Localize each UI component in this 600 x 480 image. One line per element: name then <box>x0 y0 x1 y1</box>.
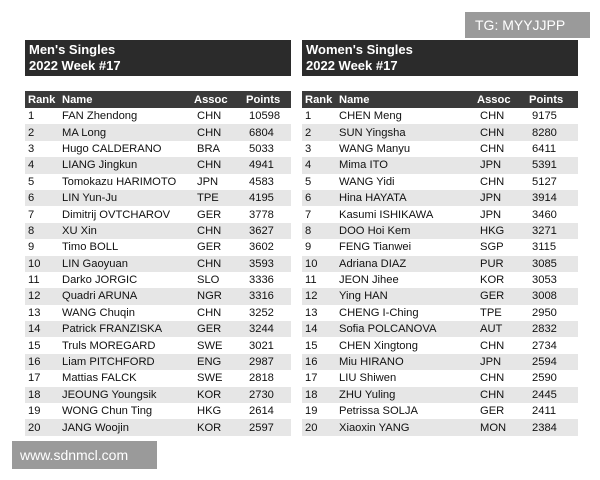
association-cell: GER <box>480 405 505 418</box>
table-row <box>302 272 578 288</box>
association-cell: CHN <box>197 159 222 172</box>
table-row <box>302 108 578 124</box>
association-cell: JPN <box>480 159 502 172</box>
rank-cell: 11 <box>28 274 40 287</box>
table-row <box>25 190 291 206</box>
association-cell: JPN <box>480 356 502 369</box>
association-cell: SLO <box>197 274 220 287</box>
table-row <box>25 272 291 288</box>
points-cell: 3271 <box>532 224 557 237</box>
table-row <box>25 321 291 337</box>
rank-cell: 13 <box>305 306 318 319</box>
table-row <box>302 174 578 190</box>
association-cell: GER <box>480 290 505 303</box>
association-cell: CHN <box>480 110 505 123</box>
player-name-cell: Quadri ARUNA <box>62 290 138 303</box>
rank-cell: 4 <box>28 159 35 172</box>
rank-cell: 18 <box>28 388 41 401</box>
player-name-cell: Petrissa SOLJA <box>339 405 418 418</box>
rank-cell: 18 <box>305 388 318 401</box>
points-cell: 2818 <box>249 372 274 385</box>
mens-title-line2: 2022 Week #17 <box>29 58 121 73</box>
association-cell: JPN <box>480 208 502 221</box>
points-cell: 2614 <box>249 405 274 418</box>
table-row <box>302 190 578 206</box>
points-cell: 10598 <box>249 110 281 123</box>
association-cell: JPN <box>480 192 502 205</box>
player-name-cell: CHEN Meng <box>339 110 402 123</box>
points-cell: 2411 <box>532 405 557 418</box>
table-row <box>25 370 291 386</box>
points-cell: 2594 <box>532 356 557 369</box>
player-name-cell: Liam PITCHFORD <box>62 356 155 369</box>
points-cell: 9175 <box>532 110 557 123</box>
mens-singles-panel <box>25 40 291 436</box>
rank-cell: 1 <box>28 110 35 123</box>
association-cell: MON <box>480 421 507 434</box>
rank-cell: 2 <box>28 126 35 139</box>
association-cell: SWE <box>197 339 223 352</box>
table-row <box>302 403 578 419</box>
womens-ranking-table <box>302 91 578 436</box>
player-name-cell: ZHU Yuling <box>339 388 396 401</box>
table-row <box>25 288 291 304</box>
table-row <box>25 403 291 419</box>
association-cell: CHN <box>197 257 222 270</box>
mens-ranking-table <box>25 91 291 436</box>
player-name-cell: XU Xin <box>62 224 97 237</box>
rank-cell: 17 <box>305 372 318 385</box>
points-cell: 3778 <box>249 208 274 221</box>
header-name: Name <box>339 93 370 106</box>
points-cell: 3336 <box>249 274 274 287</box>
player-name-cell: WANG Manyu <box>339 142 411 155</box>
table-row <box>25 256 291 272</box>
player-name-cell: LIN Gaoyuan <box>62 257 128 270</box>
points-cell: 3244 <box>249 323 274 336</box>
association-cell: NGR <box>197 290 222 303</box>
points-cell: 4941 <box>249 159 274 172</box>
table-row <box>25 124 291 140</box>
rank-cell: 16 <box>305 356 318 369</box>
association-cell: HKG <box>197 405 222 418</box>
rank-cell: 15 <box>305 339 318 352</box>
player-name-cell: Truls MOREGARD <box>62 339 156 352</box>
player-name-cell: DOO Hoi Kem <box>339 224 411 237</box>
table-row <box>302 239 578 255</box>
rank-cell: 12 <box>28 290 41 303</box>
table-row <box>302 321 578 337</box>
points-cell: 3460 <box>532 208 557 221</box>
points-cell: 5391 <box>532 159 557 172</box>
header-points: Points <box>246 93 281 106</box>
association-cell: TPE <box>480 306 502 319</box>
rank-cell: 11 <box>305 274 317 287</box>
header-points: Points <box>529 93 564 106</box>
table-row <box>25 354 291 370</box>
association-cell: CHN <box>197 126 222 139</box>
table-row <box>302 157 578 173</box>
player-name-cell: JEON Jihee <box>339 274 399 287</box>
player-name-cell: Timo BOLL <box>62 241 119 254</box>
header-rank: Rank <box>28 93 56 106</box>
table-row <box>25 223 291 239</box>
rank-cell: 20 <box>305 421 318 434</box>
player-name-cell: Sofia POLCANOVA <box>339 323 437 336</box>
points-cell: 3593 <box>249 257 274 270</box>
player-name-cell: Hina HAYATA <box>339 192 407 205</box>
womens-title <box>302 40 578 76</box>
table-row <box>302 370 578 386</box>
table-row <box>25 157 291 173</box>
player-name-cell: FENG Tianwei <box>339 241 412 254</box>
player-name-cell: Mattias FALCK <box>62 372 137 385</box>
player-name-cell: SUN Yingsha <box>339 126 406 139</box>
association-cell: CHN <box>197 110 222 123</box>
points-cell: 3316 <box>249 290 274 303</box>
header-assoc: Assoc <box>194 93 228 106</box>
points-cell: 3085 <box>532 257 557 270</box>
table-row <box>302 223 578 239</box>
points-cell: 5127 <box>532 175 557 188</box>
player-name-cell: FAN Zhendong <box>62 110 138 123</box>
rank-cell: 1 <box>305 110 312 123</box>
table-row <box>302 419 578 435</box>
header-assoc: Assoc <box>477 93 511 106</box>
points-cell: 3053 <box>532 274 557 287</box>
table-row <box>25 305 291 321</box>
player-name-cell: LIN Yun-Ju <box>62 192 118 205</box>
association-cell: CHN <box>197 224 222 237</box>
table-row <box>302 288 578 304</box>
rank-cell: 6 <box>28 192 35 205</box>
association-cell: ENG <box>197 356 222 369</box>
player-name-cell: CHENG I-Ching <box>339 306 419 319</box>
association-cell: HKG <box>480 224 505 237</box>
rank-cell: 12 <box>305 290 318 303</box>
points-cell: 2597 <box>249 421 274 434</box>
player-name-cell: JANG Woojin <box>62 421 129 434</box>
points-cell: 2730 <box>249 388 274 401</box>
rank-cell: 10 <box>305 257 318 270</box>
watermark-telegram: TG: MYYJJPP <box>465 12 590 38</box>
womens-singles-panel <box>302 40 578 436</box>
association-cell: GER <box>197 208 222 221</box>
header-rank: Rank <box>305 93 333 106</box>
points-cell: 2734 <box>532 339 557 352</box>
points-cell: 3252 <box>249 306 274 319</box>
rank-cell: 6 <box>305 192 312 205</box>
rank-cell: 2 <box>305 126 312 139</box>
table-header-row <box>302 91 578 108</box>
table-row <box>302 141 578 157</box>
points-cell: 6804 <box>249 126 274 139</box>
watermark-website: www.sdnmcl.com <box>12 441 157 469</box>
rank-cell: 5 <box>28 175 35 188</box>
rank-cell: 8 <box>28 224 35 237</box>
table-row <box>25 337 291 353</box>
association-cell: CHN <box>480 175 505 188</box>
association-cell: GER <box>197 323 222 336</box>
table-row <box>25 239 291 255</box>
points-cell: 4583 <box>249 175 274 188</box>
rank-cell: 9 <box>28 241 35 254</box>
rank-cell: 14 <box>28 323 41 336</box>
table-row <box>302 305 578 321</box>
points-cell: 2987 <box>249 356 274 369</box>
player-name-cell: WANG Yidi <box>339 175 395 188</box>
points-cell: 5033 <box>249 142 274 155</box>
rank-cell: 16 <box>28 356 41 369</box>
rank-cell: 19 <box>28 405 41 418</box>
table-row <box>25 387 291 403</box>
table-row <box>302 206 578 222</box>
rank-cell: 13 <box>28 306 41 319</box>
player-name-cell: Darko JORGIC <box>62 274 138 287</box>
mens-title <box>25 40 291 76</box>
association-cell: PUR <box>480 257 504 270</box>
player-name-cell: Hugo CALDERANO <box>62 142 162 155</box>
points-cell: 3115 <box>532 241 557 254</box>
points-cell: 3914 <box>532 192 557 205</box>
womens-title-line1: Women's Singles <box>306 42 413 57</box>
points-cell: 4195 <box>249 192 274 205</box>
rank-cell: 15 <box>28 339 41 352</box>
association-cell: CHN <box>480 339 505 352</box>
points-cell: 3627 <box>249 224 274 237</box>
rank-cell: 7 <box>28 208 35 221</box>
table-row <box>25 108 291 124</box>
association-cell: AUT <box>480 323 503 336</box>
points-cell: 3021 <box>249 339 274 352</box>
table-row <box>302 337 578 353</box>
player-name-cell: WONG Chun Ting <box>62 405 153 418</box>
table-row <box>25 174 291 190</box>
player-name-cell: Miu HIRANO <box>339 356 404 369</box>
player-name-cell: Dimitrij OVTCHAROV <box>62 208 171 221</box>
player-name-cell: WANG Chuqin <box>62 306 135 319</box>
points-cell: 2950 <box>532 306 557 319</box>
player-name-cell: Xiaoxin YANG <box>339 421 410 434</box>
association-cell: CHN <box>480 126 505 139</box>
rank-cell: 3 <box>305 142 312 155</box>
table-row <box>25 206 291 222</box>
rank-cell: 14 <box>305 323 318 336</box>
association-cell: KOR <box>197 388 222 401</box>
points-cell: 2590 <box>532 372 557 385</box>
points-cell: 2384 <box>532 421 557 434</box>
table-row <box>302 387 578 403</box>
player-name-cell: CHEN Xingtong <box>339 339 418 352</box>
player-name-cell: Tomokazu HARIMOTO <box>62 175 177 188</box>
table-row <box>302 256 578 272</box>
association-cell: CHN <box>197 306 222 319</box>
player-name-cell: Patrick FRANZISKA <box>62 323 163 336</box>
association-cell: SGP <box>480 241 504 254</box>
player-name-cell: JEOUNG Youngsik <box>62 388 157 401</box>
table-row <box>302 124 578 140</box>
table-row <box>302 354 578 370</box>
rank-cell: 5 <box>305 175 312 188</box>
player-name-cell: Mima ITO <box>339 159 388 172</box>
association-cell: GER <box>197 241 222 254</box>
table-row <box>25 141 291 157</box>
rank-cell: 7 <box>305 208 312 221</box>
player-name-cell: Kasumi ISHIKAWA <box>339 208 434 221</box>
points-cell: 8280 <box>532 126 557 139</box>
header-name: Name <box>62 93 93 106</box>
rank-cell: 3 <box>28 142 35 155</box>
table-header-row <box>25 91 291 108</box>
points-cell: 6411 <box>532 142 557 155</box>
association-cell: KOR <box>197 421 222 434</box>
rank-cell: 9 <box>305 241 312 254</box>
association-cell: CHN <box>480 372 505 385</box>
points-cell: 3602 <box>249 241 274 254</box>
mens-title-line1: Men's Singles <box>29 42 116 57</box>
association-cell: CHN <box>480 388 505 401</box>
table-row <box>25 419 291 435</box>
player-name-cell: Ying HAN <box>339 290 388 303</box>
association-cell: SWE <box>197 372 223 385</box>
association-cell: BRA <box>197 142 221 155</box>
rank-cell: 17 <box>28 372 41 385</box>
association-cell: KOR <box>480 274 505 287</box>
rank-cell: 8 <box>305 224 312 237</box>
rank-cell: 10 <box>28 257 41 270</box>
points-cell: 2445 <box>532 388 557 401</box>
association-cell: JPN <box>197 175 219 188</box>
rank-cell: 20 <box>28 421 41 434</box>
rank-cell: 4 <box>305 159 312 172</box>
player-name-cell: MA Long <box>62 126 107 139</box>
association-cell: TPE <box>197 192 219 205</box>
rank-cell: 19 <box>305 405 318 418</box>
points-cell: 3008 <box>532 290 557 303</box>
points-cell: 2832 <box>532 323 557 336</box>
player-name-cell: LIU Shiwen <box>339 372 397 385</box>
womens-title-line2: 2022 Week #17 <box>306 58 398 73</box>
player-name-cell: Adriana DIAZ <box>339 257 407 270</box>
player-name-cell: LIANG Jingkun <box>62 159 138 172</box>
association-cell: CHN <box>480 142 505 155</box>
